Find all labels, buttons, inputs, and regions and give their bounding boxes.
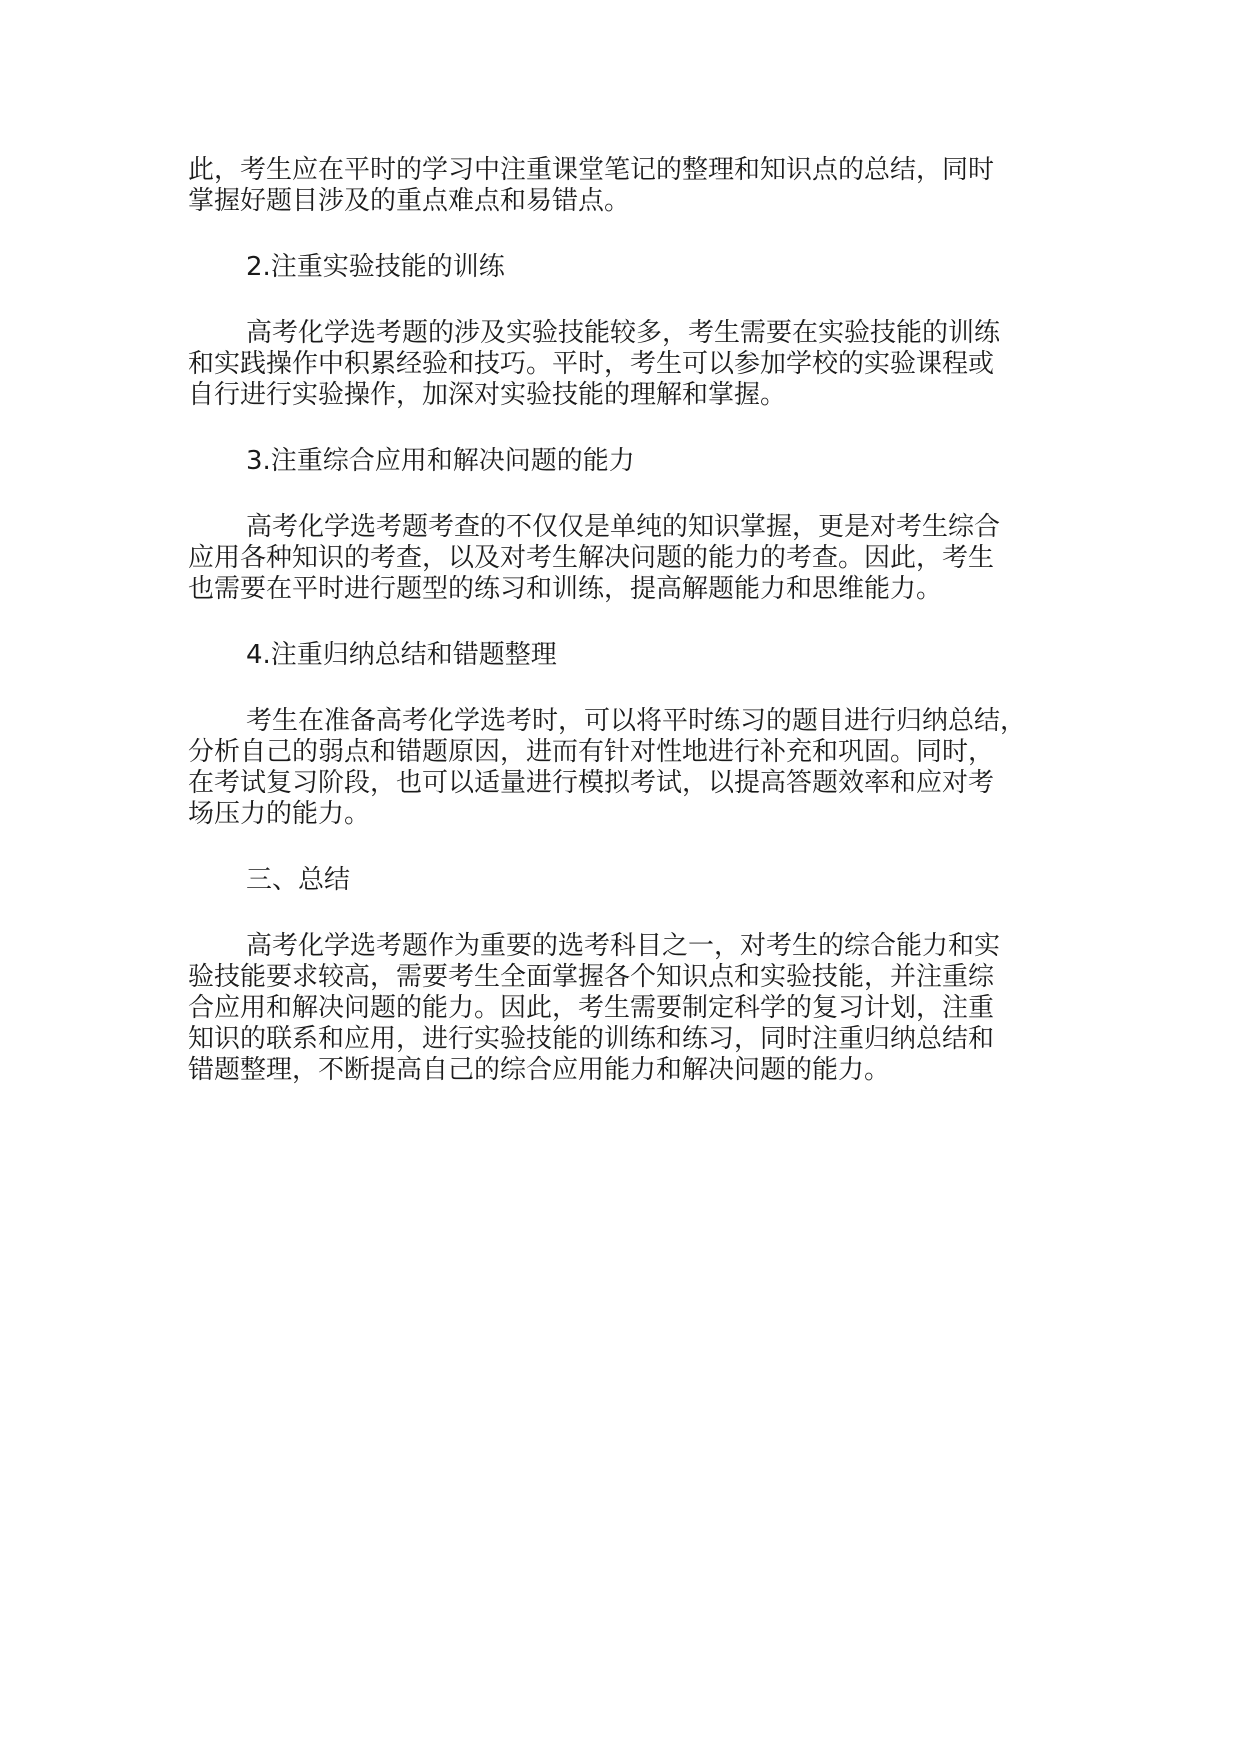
section-heading: 三、总结 — [246, 865, 351, 895]
text-line: 和实践操作中积累经验和技巧。平时，考生可以参加学校的实验课程或 — [188, 349, 995, 379]
text-line: 也需要在平时进行题型的练习和训练，提高解题能力和思维能力。 — [188, 574, 943, 604]
text-line: 在考试复习阶段，也可以适量进行模拟考试，以提高答题效率和应对考 — [188, 768, 995, 798]
text-line: 应用各种知识的考查，以及对考生解决问题的能力的考查。因此，考生 — [188, 543, 995, 573]
text-line: 考生在准备高考化学选考时，可以将平时练习的题目进行归纳总结， — [246, 706, 1027, 736]
text-line: 此，考生应在平时的学习中注重课堂笔记的整理和知识点的总结，同时 — [188, 155, 995, 185]
text-line: 知识的联系和应用，进行实验技能的训练和练习，同时注重归纳总结和 — [188, 1024, 995, 1054]
paragraph — [188, 706, 1088, 830]
paragraph — [188, 318, 1088, 411]
paragraph — [188, 155, 1088, 217]
document-body — [188, 155, 1088, 1121]
text-line: 验技能要求较高，需要考生全面掌握各个知识点和实验技能，并注重综 — [188, 962, 995, 992]
text-line: 场压力的能力。 — [188, 799, 371, 829]
section-heading: 4.注重归纳总结和错题整理 — [246, 640, 557, 670]
text-line: 错题整理，不断提高自己的综合应用能力和解决问题的能力。 — [188, 1055, 891, 1085]
text-line: 自行进行实验操作，加深对实验技能的理解和掌握。 — [188, 380, 787, 410]
text-line: 高考化学选考题作为重要的选考科目之一，对考生的综合能力和实 — [246, 931, 1001, 961]
text-line: 高考化学选考题考查的不仅仅是单纯的知识掌握，更是对考生综合 — [246, 512, 1001, 542]
paragraph — [188, 512, 1088, 605]
text-line: 分析自己的弱点和错题原因，进而有针对性地进行补充和巩固。同时， — [188, 737, 995, 767]
text-line: 高考化学选考题的涉及实验技能较多，考生需要在实验技能的训练 — [246, 318, 1001, 348]
section-heading: 2.注重实验技能的训练 — [246, 252, 505, 282]
paragraph — [188, 931, 1088, 1086]
text-line: 掌握好题目涉及的重点难点和易错点。 — [188, 186, 631, 216]
section-heading: 3.注重综合应用和解决问题的能力 — [246, 446, 635, 476]
text-line: 合应用和解决问题的能力。因此，考生需要制定科学的复习计划，注重 — [188, 993, 995, 1023]
